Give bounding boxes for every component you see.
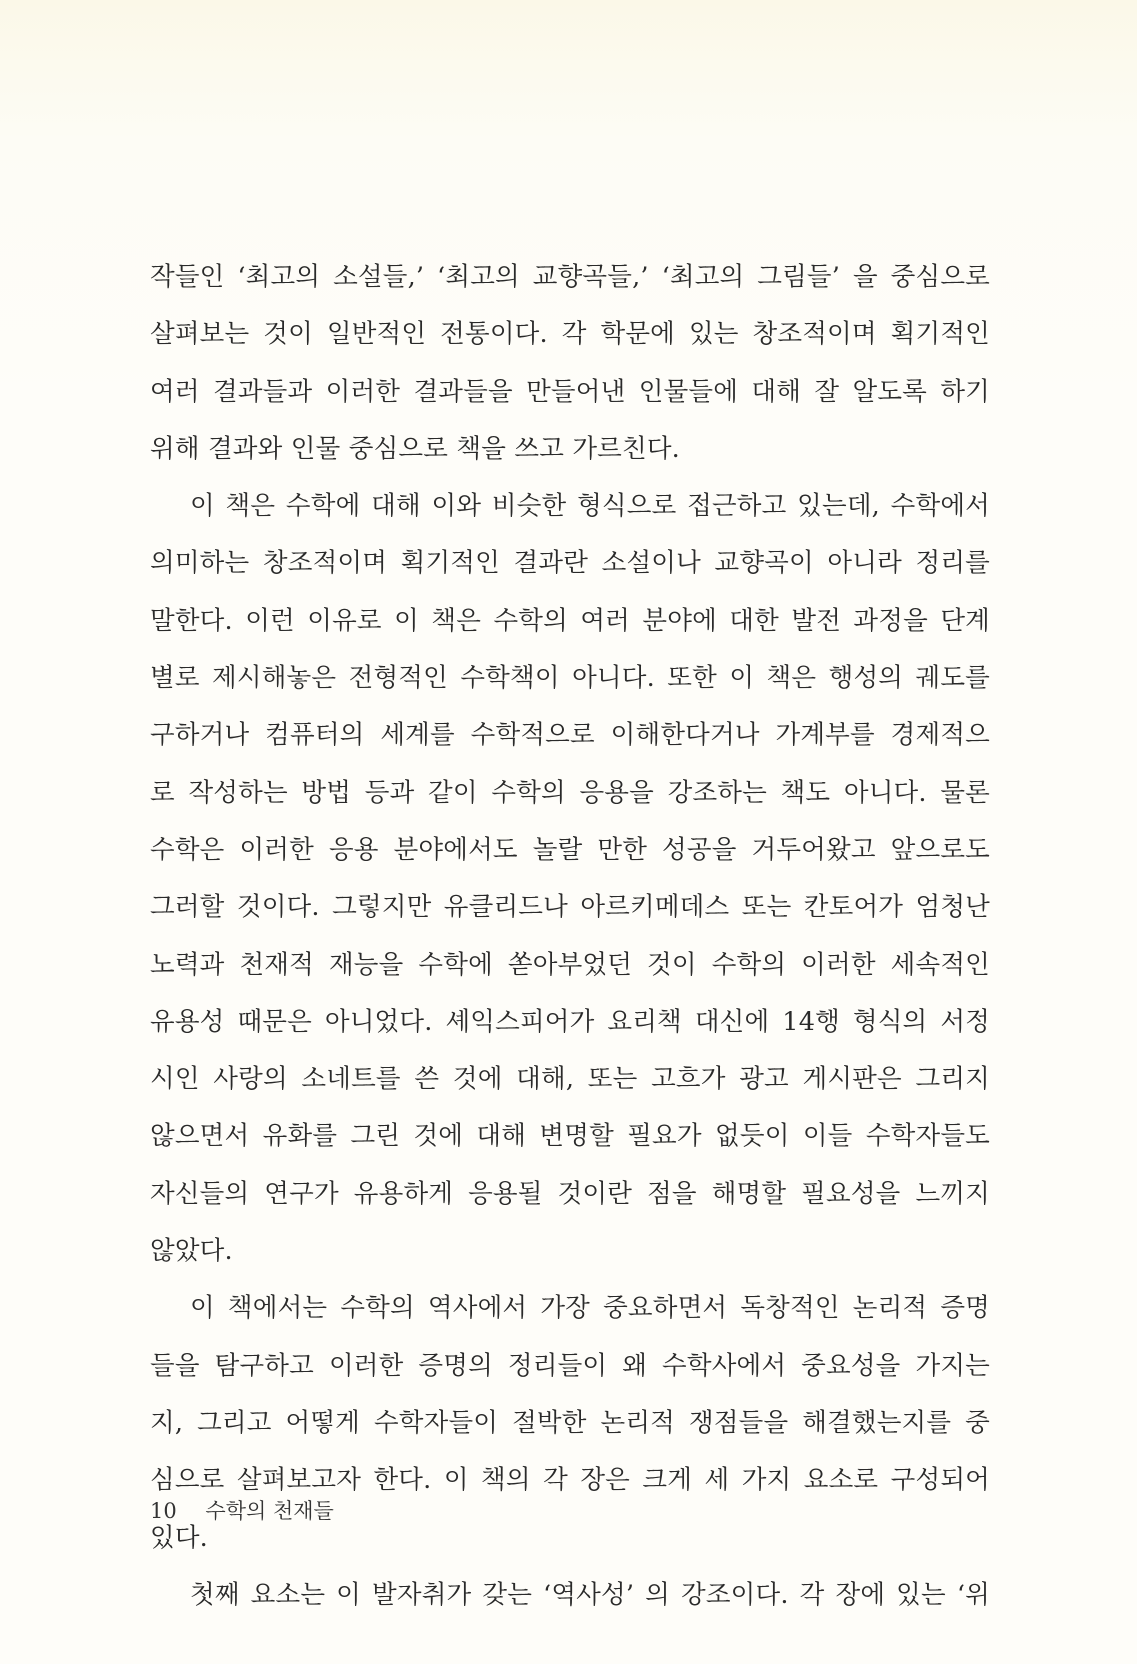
text-line: 살펴보는 것이 일반적인 전통이다. 각 학문에 있는 창조적이며 획기적인 [150,319,990,350]
text-line: 로 작성하는 방법 등과 같이 수학의 응용을 강조하는 책도 아니다. 물론 [150,777,990,808]
text-line: 있다. [150,1522,208,1553]
text-line: 첫째 요소는 이 발자취가 갖는 ‘역사성’ 의 강조이다. 각 장에 있는 ‘위 [190,1579,990,1610]
text-line: 말한다. 이런 이유로 이 책은 수학의 여러 분야에 대한 발전 과정을 단계 [150,605,990,636]
text-line: 않으면서 유화를 그린 것에 대해 변명할 필요가 없듯이 이들 수학자들도 [150,1121,990,1152]
text-line: 자신들의 연구가 유용하게 응용될 것이란 점을 해명할 필요성을 느끼지 [150,1178,990,1209]
text-line: 별로 제시해놓은 전형적인 수학책이 아니다. 또한 이 책은 행성의 궤도를 [150,663,990,694]
text-line: 이 책에서는 수학의 역사에서 가장 중요하면서 독창적인 논리적 증명 [190,1293,990,1324]
page-number: 10 [150,1499,177,1523]
text-line: 않았다. [150,1236,233,1267]
text-line: 여러 결과들과 이러한 결과들을 만들어낸 인물들에 대해 잘 알도록 하기 [150,376,990,407]
text-line: 심으로 살펴보고자 한다. 이 책의 각 장은 크게 세 가지 요소로 구성되어 [150,1465,990,1496]
text-line: 들을 탐구하고 이러한 증명의 정리들이 왜 수학사에서 중요성을 가지는 [150,1350,990,1381]
text-line: 위해 결과와 인물 중심으로 책을 쓰고 가르친다. [150,433,680,464]
body-text [150,249,990,1624]
text-line: 노력과 천재적 재능을 수학에 쏟아부었던 것이 수학의 이러한 세속적인 [150,949,990,980]
text-line: 지, 그리고 어떻게 수학자들이 절박한 논리적 쟁점들을 해결했는지를 중 [150,1407,990,1438]
page-footer [150,1495,334,1525]
text-line: 시인 사랑의 소네트를 쓴 것에 대해, 또는 고흐가 광고 게시판은 그리지 [150,1064,990,1095]
text-line: 수학은 이러한 응용 분야에서도 놀랄 만한 성공을 거두어왔고 앞으로도 [150,834,990,865]
text-line: 구하거나 컴퓨터의 세계를 수학적으로 이해한다거나 가계부를 경제적으 [150,720,990,751]
text-line: 이 책은 수학에 대해 이와 비슷한 형식으로 접근하고 있는데, 수학에서 [190,491,990,522]
running-title: 수학의 천재들 [205,1499,334,1523]
text-line: 의미하는 창조적이며 획기적인 결과란 소설이나 교향곡이 아니라 정리를 [150,548,990,579]
text-line: 작들인 ‘최고의 소설들,’ ‘최고의 교향곡들,’ ‘최고의 그림들’ 을 중심으로 [150,262,990,292]
text-line: 유용성 때문은 아니었다. 셰익스피어가 요리책 대신에 14행 형식의 서정 [150,1006,990,1037]
text-line: 그러할 것이다. 그렇지만 유클리드나 아르키메데스 또는 칸토어가 엄청난 [150,892,990,923]
